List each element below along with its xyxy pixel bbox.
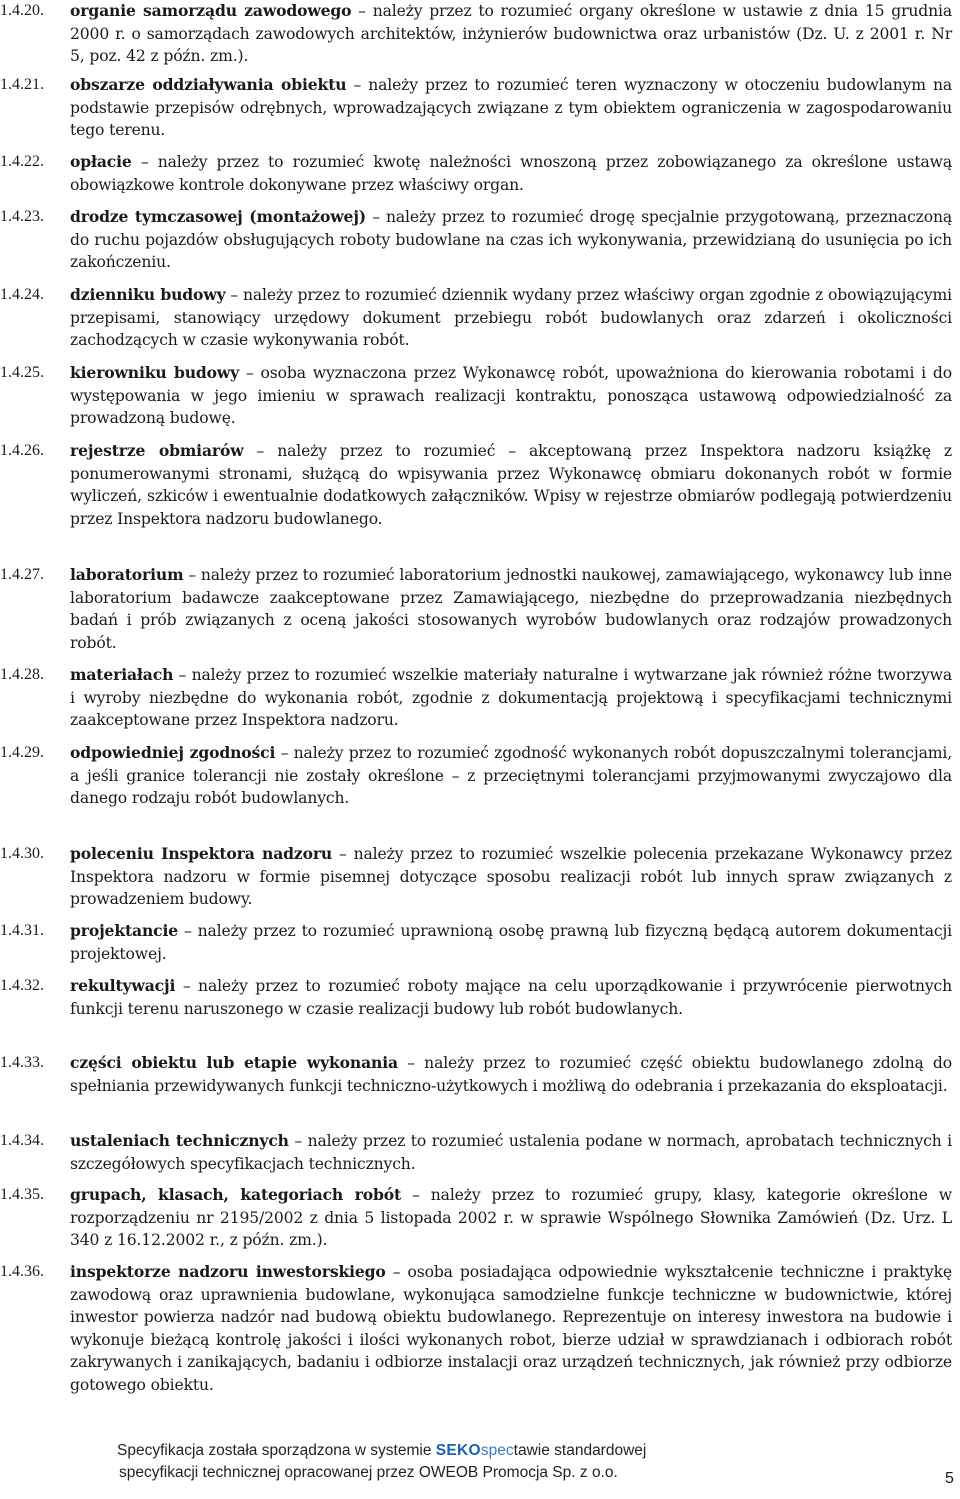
entry-number: 1.4.22. (0, 153, 44, 170)
entry-number: 1.4.21. (0, 76, 44, 93)
definition-entry (0, 74, 960, 142)
entry-text: drodze tymczasowej (montażowej) – należy przez to rozumieć drogę specjalnie przygotowaną, przeznaczoną do ruchu pojazdów obsługujących roboty budowlane na czas ich wykonywania, przewidzianą do usunięcia po ich zakończeniu. (70, 207, 953, 271)
definition-entry (0, 206, 960, 274)
definition-entry (0, 564, 960, 654)
definition-entry (0, 1130, 960, 1175)
entry-text: grupach, klasach, kategoriach robót – należy przez to rozumieć grupy, klasy, kategorie określone w rozporządzeniu nr 2195/2002 z dnia 5 listopada 2002 r. w sprawie Wspólnego Słownika Zamówień (Dz. Urz. L 340 z 16.12.2002 r., z późn. zm.). (70, 1185, 952, 1249)
footer-line-1 (117, 1442, 646, 1460)
definition-entry (0, 1184, 960, 1252)
entry-text: odpowiedniej zgodności – należy przez to rozumieć zgodność wykonanych robót dopuszczalnymi tolerancjami, a jeśli granice tolerancji nie zostały określone – z przeciętnymi tolerancjami przyjmowanymi zwyczajowo dla danego rodzaju robót budowlanych. (70, 743, 952, 807)
brand-spec: spec (480, 1442, 514, 1459)
entry-text: projektancie – należy przez to rozumieć uprawnioną osobę prawną lub fizyczną będącą autorem dokumentacji projektowej. (70, 921, 952, 963)
page-number: 5 (945, 1470, 954, 1487)
entry-text: poleceniu Inspektora nadzoru – należy przez to rozumieć wszelkie polecenia przekazane Wykonawcy przez Inspektora nadzoru w formie pisemnej dotyczące sposobu realizacji robót lub innych spraw związanych z prowadzeniem budowy. (70, 844, 952, 908)
definition-entry (0, 440, 960, 530)
entry-number: 1.4.34. (0, 1132, 44, 1149)
entry-number: 1.4.32. (0, 977, 44, 994)
entry-text: organie samorządu zawodowego – należy przez to rozumieć organy określone w ustawie z dnia 15 grudnia 2000 r. o samorządach zawodowych architektów, inżynierów budownictwa oraz urbanistów (Dz. U. z 2001 r. Nr 5, poz. 42 z późn. zm.). (70, 1, 952, 65)
entry-text: części obiektu lub etapie wykonania – należy przez to rozumieć część obiektu budowlanego zdolną do spełniania przewidywanych funkcji techniczno-użytkowych i możliwą do odebrania i przekazania do eksploatacji. (70, 1053, 952, 1095)
entry-text: opłacie – należy przez to rozumieć kwotę należności wnoszoną przez zobowiązanego za określone ustawą obowiązkowe kontrole dokonywane przez właściwy organ. (70, 152, 952, 194)
definition-entry (0, 920, 960, 965)
definition-entry (0, 0, 960, 68)
definition-entry (0, 843, 960, 911)
entry-text: kierowniku budowy – osoba wyznaczona przez Wykonawcę robót, upoważniona do kierowania robotami i do występowania w jego imieniu w sprawach realizacji kontraktu, ponosząca ustawową odpowiedzialność za prowadzoną budowę. (70, 363, 952, 427)
entry-number: 1.4.35. (0, 1186, 44, 1203)
entry-text: inspektorze nadzoru inwestorskiego – osoba posiadająca odpowiednie wykształcenie techniczne i praktykę zawodową oraz uprawnienia budowlane, wykonująca samodzielne funkcje techniczne w budownictwie, której inwestor powierza nadzór nad budową obiektu budowlanego. Reprezentuje on interesy inwestora na budowie i wykonuje bieżącą kontrolę jakości i ilości wykonanych robot, bierze udział w sprawdzianach i odbiorach robót zakrywanych i zanikających, badaniu i odbiorze instalacji oraz urządzeń technicznych, jak również przy odbiorze gotowego obiektu. (70, 1262, 952, 1394)
entry-text: rekultywacji – należy przez to rozumieć roboty mające na celu uporządkowanie i przywrócenie pierwotnych funkcji terenu naruszonego w czasie realizacji budowy lub robót budowlanych. (70, 976, 952, 1018)
entry-number: 1.4.24. (0, 286, 44, 303)
definition-entry (0, 284, 960, 352)
entry-number: 1.4.33. (0, 1054, 44, 1071)
entry-text: laboratorium – należy przez to rozumieć laboratorium jednostki naukowej, zamawiającego, wykonawcy lub inne laboratorium badawcze zaakceptowane przez Zamawiającego, niezbędne do przeprowadzania niezbędnych badań i prób związanych z oceną jakości stosowanych wyrobów budowlanych oraz rodzajów prowadzonych robót. (70, 565, 952, 652)
entry-number: 1.4.20. (0, 2, 44, 19)
definition-entry (0, 362, 960, 430)
entry-text: ustaleniach technicznych – należy przez to rozumieć ustalenia podane w normach, aprobatach technicznych i szczegółowych specyfikacjach technicznych. (70, 1131, 953, 1173)
entry-text: dzienniku budowy – należy przez to rozumieć dziennik wydany przez właściwy organ zgodnie z obowiązującymi przepisami, stanowiący urzędowy dokument przebiegu robót budowlanych oraz zdarzeń i okoliczności zachodzących w czasie wykonywania robót. (70, 285, 952, 349)
definition-entry (0, 742, 960, 810)
entry-number: 1.4.31. (0, 922, 44, 939)
footer-text: tawie standardowej (513, 1442, 647, 1459)
definition-entry (0, 1261, 960, 1396)
entry-number: 1.4.30. (0, 845, 44, 862)
entry-number: 1.4.28. (0, 666, 44, 683)
entry-number: 1.4.27. (0, 566, 44, 583)
entry-number: 1.4.25. (0, 364, 44, 381)
footer-text: Specyfikacja została sporządzona w systemie (117, 1442, 436, 1459)
entry-number: 1.4.23. (0, 208, 44, 225)
page-footer (0, 1442, 960, 1492)
entry-text: materiałach – należy przez to rozumieć wszelkie materiały naturalne i wytwarzane jak również różne tworzywa i wyroby niezbędne do wykonania robót, zgodnie z dokumentacją projektową i specyfikacjami technicznymi zaakceptowane przez Inspektora nadzoru. (70, 665, 952, 729)
definition-entry (0, 664, 960, 732)
definition-entry (0, 151, 960, 196)
entry-text: rejestrze obmiarów – należy przez to rozumieć – akceptowaną przez Inspektora nadzoru książkę z ponumerowanymi stronami, służącą do wpisywania przez Wykonawcę obmiaru dokonanych robót w formie wyliczeń, szkiców i ewentualnie dodatkowych załączników. Wpisy w rejestrze obmiarów podlegają potwierdzeniu przez Inspektora nadzoru budowlanego. (70, 441, 952, 528)
footer-line-2: specyfikacji technicznej opracowanej przez OWEOB Promocja Sp. z o.o. (119, 1464, 618, 1481)
definition-entry (0, 1052, 960, 1097)
entry-number: 1.4.26. (0, 442, 44, 459)
definition-entry (0, 975, 960, 1020)
brand-seko: SEKO (435, 1442, 481, 1459)
entry-number: 1.4.29. (0, 744, 44, 761)
entry-text: obszarze oddziaływania obiektu – należy przez to rozumieć teren wyznaczony w otoczeniu budowlanym na podstawie przepisów odrębnych, wprowadzających związane z tym obiektem ograniczenia w zagospodarowaniu tego terenu. (70, 75, 953, 139)
entry-number: 1.4.36. (0, 1263, 44, 1280)
